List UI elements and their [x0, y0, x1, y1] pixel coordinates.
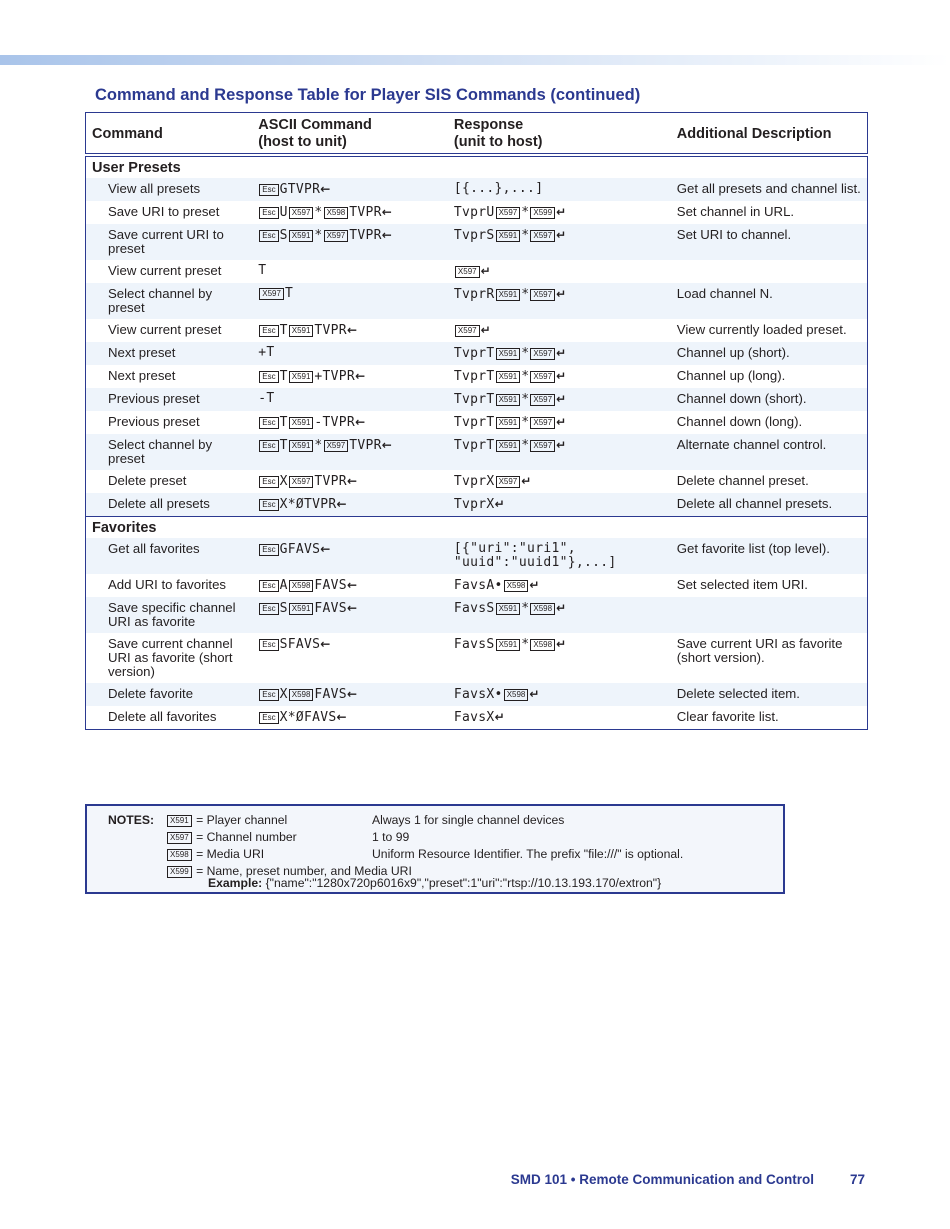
description: Delete all channel presets.	[671, 493, 868, 517]
command-text: +T	[258, 345, 275, 360]
key-symbol: X597	[289, 476, 314, 488]
command-text: TvprT	[453, 369, 495, 384]
response	[448, 178, 671, 201]
esc-key-symbol: Esc	[259, 689, 278, 701]
table-row	[86, 365, 868, 388]
return-arrow-icon: ↵	[556, 346, 567, 360]
response	[448, 283, 671, 319]
description: Load channel N.	[671, 283, 868, 319]
esc-key-symbol: Esc	[259, 371, 278, 383]
command-text: TvprT	[453, 346, 495, 361]
page-number: 77	[849, 1172, 865, 1187]
command-table	[85, 112, 868, 730]
return-arrow-icon: ↵	[494, 710, 505, 724]
command-text: SFAVS	[279, 637, 321, 652]
return-arrow-icon: ↵	[480, 323, 491, 337]
command-name: Next preset	[86, 342, 253, 365]
command-name: Save current URI to preset	[86, 224, 253, 260]
command-text: GTVPR	[279, 182, 321, 197]
table-row	[86, 201, 868, 224]
command-name: View current preset	[108, 263, 222, 278]
command-text: FavsS	[453, 637, 495, 652]
key-symbol: X597	[530, 417, 555, 429]
response	[448, 470, 671, 493]
esc-key-symbol: Esc	[259, 184, 278, 196]
response	[448, 683, 671, 706]
command-text: TVPR	[314, 474, 347, 489]
section-title: Favorites	[86, 517, 868, 539]
key-symbol: X599	[167, 866, 192, 878]
response	[448, 224, 671, 260]
ascii-command	[252, 319, 448, 342]
return-arrow-icon: ↵	[556, 415, 567, 429]
esc-key-symbol: Esc	[259, 544, 278, 556]
command-text: +TVPR	[314, 369, 356, 384]
section-header-row	[86, 155, 868, 178]
ascii-command	[252, 434, 448, 470]
table-row	[86, 388, 868, 411]
command-name: Delete all presets	[86, 493, 253, 517]
key-symbol: X597	[259, 288, 284, 300]
command-name: Next preset	[108, 368, 176, 383]
ascii-command	[252, 388, 448, 411]
key-symbol: X591	[289, 325, 314, 337]
key-symbol: X597	[496, 207, 521, 219]
command-text: FavsX•	[453, 687, 503, 702]
command-text: TvprR	[453, 287, 495, 302]
notes-example	[208, 876, 661, 890]
response	[448, 342, 671, 365]
description: Channel up (long).	[676, 368, 786, 383]
response	[448, 597, 671, 633]
ascii-command	[252, 597, 448, 633]
enter-arrow-icon: ←	[381, 228, 393, 242]
return-arrow-icon: ↵	[556, 601, 567, 615]
key-symbol: X598	[167, 849, 192, 861]
table-header-row	[86, 113, 868, 156]
command-name: Previous preset	[108, 414, 200, 429]
esc-key-symbol: Esc	[259, 580, 278, 592]
response	[448, 388, 671, 411]
header-response: Response (unit to host)	[448, 113, 671, 156]
key-symbol: X598	[289, 580, 314, 592]
command-name: Save specific channel URI as favorite	[86, 597, 253, 633]
table-row	[86, 538, 868, 574]
response	[448, 434, 671, 470]
ascii-command	[252, 633, 448, 683]
table-row	[86, 574, 868, 597]
header-command: Command	[86, 113, 253, 156]
table-row	[86, 224, 868, 260]
table-body	[86, 155, 868, 730]
return-arrow-icon: ↵	[521, 474, 532, 488]
command-text: TvprT	[453, 438, 495, 453]
ascii-command	[252, 538, 448, 574]
description: Channel down (long).	[676, 414, 803, 429]
command-text: T	[279, 369, 288, 384]
command-name: Save URI to preset	[108, 204, 220, 219]
response	[448, 411, 671, 434]
key-symbol: X597	[530, 230, 555, 242]
esc-key-symbol: Esc	[259, 476, 278, 488]
table-row	[86, 178, 868, 201]
command-text: A	[279, 578, 288, 593]
table-row	[86, 597, 868, 633]
section-title: User Presets	[92, 160, 181, 176]
command-name: Delete favorite	[86, 683, 253, 706]
table-row	[86, 319, 868, 342]
key-symbol: X591	[496, 348, 521, 360]
description: Delete selected item.	[671, 683, 868, 706]
command-text: TvprU	[453, 205, 495, 220]
key-symbol: X597	[455, 266, 480, 278]
key-symbol: X591	[289, 230, 314, 242]
return-arrow-icon: ↵	[480, 264, 491, 278]
response	[448, 365, 671, 388]
key-symbol: X597	[530, 394, 555, 406]
enter-arrow-icon: ←	[346, 474, 358, 488]
ascii-command	[252, 706, 448, 730]
ascii-command	[252, 260, 448, 283]
key-symbol: X591	[496, 639, 521, 651]
key-symbol: X591	[496, 371, 521, 383]
key-symbol: X591	[496, 289, 521, 301]
command-text: T	[284, 286, 294, 301]
command-text: FAVS	[314, 687, 347, 702]
table-row	[86, 493, 868, 517]
ascii-command	[252, 224, 448, 260]
command-text: TVPR	[349, 228, 382, 243]
note-definition: 1 to 99	[372, 830, 410, 844]
ascii-command	[252, 178, 448, 201]
description: Delete channel preset.	[676, 473, 809, 488]
note-definition: Uniform Resource Identifier. The prefix "file:///" is optional.	[372, 847, 684, 861]
command-text: -TVPR	[314, 415, 356, 430]
enter-arrow-icon: ←	[346, 323, 358, 337]
command-text: *	[521, 369, 530, 384]
description	[671, 597, 868, 633]
command-text: *	[521, 438, 530, 453]
esc-key-symbol: Esc	[259, 712, 278, 724]
key-symbol: X591	[289, 417, 314, 429]
command-text: X	[279, 687, 288, 702]
key-symbol: X597	[324, 230, 349, 242]
key-symbol: X598	[504, 580, 529, 592]
esc-key-symbol: Esc	[259, 207, 278, 219]
return-arrow-icon: ↵	[556, 637, 567, 651]
key-symbol: X591	[496, 440, 521, 452]
example-label: Example:	[208, 876, 263, 890]
enter-arrow-icon: ←	[336, 497, 347, 511]
footer-text: SMD 101 • Remote Communication and Control	[510, 1172, 814, 1187]
key-symbol: X591	[289, 440, 314, 452]
command-name: Save current channel URI as favorite (short version)	[108, 636, 233, 679]
response	[448, 201, 671, 224]
notes-label: NOTES:	[108, 813, 155, 827]
key-symbol: X597	[530, 348, 555, 360]
esc-key-symbol: Esc	[259, 639, 278, 651]
command-text: *	[314, 205, 323, 220]
return-arrow-icon: ↵	[556, 438, 567, 452]
command-text: TvprX	[453, 497, 495, 512]
enter-arrow-icon: ←	[381, 205, 393, 219]
return-arrow-icon: ↵	[529, 687, 540, 701]
key-symbol: X598	[530, 603, 555, 615]
key-symbol: X591	[496, 417, 521, 429]
ascii-command	[252, 365, 448, 388]
esc-key-symbol: Esc	[259, 325, 278, 337]
command-text: TvprT	[453, 392, 495, 407]
ascii-command	[252, 342, 448, 365]
table-row	[86, 283, 868, 319]
enter-arrow-icon: ←	[381, 438, 393, 452]
command-name: Add URI to favorites	[108, 577, 227, 592]
table-row	[86, 342, 868, 365]
key-symbol: X591	[496, 394, 521, 406]
esc-key-symbol: Esc	[259, 440, 278, 452]
description: Set selected item URI.	[676, 577, 808, 592]
command-text: *	[521, 392, 530, 407]
command-text: FAVS	[314, 601, 347, 616]
command-text: *	[521, 346, 530, 361]
command-text: TvprX	[453, 474, 495, 489]
return-arrow-icon: ↵	[556, 228, 567, 242]
command-text: S	[279, 228, 288, 243]
key-symbol: X597	[530, 440, 555, 452]
command-text: T	[279, 438, 288, 453]
command-text: *	[521, 415, 530, 430]
command-text: -T	[258, 391, 275, 406]
command-text: TVPR	[349, 205, 382, 220]
command-text: T	[279, 415, 288, 430]
command-name: Previous preset	[86, 388, 253, 411]
key-symbol: X597	[324, 440, 349, 452]
enter-arrow-icon: ←	[355, 415, 366, 429]
key-symbol: X591	[289, 603, 314, 615]
command-text: TvprS	[453, 228, 495, 243]
description: Get favorite list (top level).	[671, 538, 868, 574]
command-text: T	[279, 323, 288, 338]
page-title: Command and Response Table for Player SIS Commands (continued)	[95, 86, 641, 104]
key-symbol: X597	[530, 371, 555, 383]
description: Alternate channel control.	[671, 434, 868, 470]
return-arrow-icon: ↵	[556, 392, 567, 406]
enter-arrow-icon: ←	[320, 182, 331, 196]
ascii-command	[252, 470, 448, 493]
header-description: Additional Description	[671, 113, 868, 156]
command-text: TvprT	[453, 415, 495, 430]
enter-arrow-icon: ←	[320, 542, 331, 556]
command-text: X	[279, 474, 288, 489]
response	[448, 538, 671, 574]
response	[448, 493, 671, 517]
key-symbol: X597	[530, 289, 555, 301]
command-text: *	[314, 438, 323, 453]
ascii-command	[252, 201, 448, 224]
command-text: *	[521, 228, 530, 243]
key-symbol: X591	[496, 603, 521, 615]
table-row	[86, 706, 868, 730]
command-text: FAVS	[314, 578, 347, 593]
key-symbol: X598	[530, 639, 555, 651]
esc-key-symbol: Esc	[259, 230, 278, 242]
notes-box	[85, 804, 785, 894]
description: Get all presets and channel list.	[671, 178, 868, 201]
command-text: TVPR	[314, 323, 347, 338]
table-row	[86, 260, 868, 283]
key-symbol: X591	[496, 230, 521, 242]
esc-key-symbol: Esc	[259, 499, 278, 511]
section-header-row	[86, 517, 868, 539]
enter-arrow-icon: ←	[355, 369, 366, 383]
table-row	[86, 470, 868, 493]
command-text: X*ØTVPR	[279, 497, 337, 512]
command-text: *	[314, 228, 323, 243]
header-ascii: ASCII Command (host to unit)	[252, 113, 448, 156]
command-text: [{...},...]	[453, 181, 544, 196]
key-symbol: X597	[455, 325, 480, 337]
description	[671, 260, 868, 283]
response	[448, 319, 671, 342]
ascii-command	[252, 683, 448, 706]
description: Clear favorite list.	[676, 709, 779, 724]
command-text: *	[521, 637, 530, 652]
command-text: X*ØFAVS	[279, 710, 337, 725]
key-symbol: X591	[289, 371, 314, 383]
command-text: U	[279, 205, 288, 220]
note-term: = Channel number	[196, 830, 297, 844]
command-name: View current preset	[108, 322, 222, 337]
key-symbol: X597	[289, 207, 314, 219]
enter-arrow-icon: ←	[320, 637, 331, 651]
command-name: Select channel by preset	[86, 434, 253, 470]
command-text: S	[279, 601, 288, 616]
page-footer	[511, 1172, 865, 1187]
response	[448, 633, 671, 683]
key-symbol: X591	[167, 815, 192, 827]
command-text: *	[521, 287, 530, 302]
note-term: = Player channel	[196, 813, 288, 827]
return-arrow-icon: ↵	[529, 578, 540, 592]
command-text: FavsA•	[453, 578, 503, 593]
command-name: Select channel by preset	[86, 283, 253, 319]
description: View currently loaded preset.	[676, 322, 847, 337]
command-text: TVPR	[349, 438, 382, 453]
key-symbol: X597	[167, 832, 192, 844]
command-name: Get all favorites	[86, 538, 253, 574]
table-row	[86, 683, 868, 706]
return-arrow-icon: ↵	[494, 497, 505, 511]
description: Set channel in URL.	[676, 204, 795, 219]
table-row	[86, 411, 868, 434]
response	[448, 260, 671, 283]
command-name: Delete all favorites	[108, 709, 217, 724]
key-symbol: X597	[496, 476, 521, 488]
enter-arrow-icon: ←	[346, 578, 358, 592]
key-symbol: X598	[324, 207, 349, 219]
key-symbol: X599	[530, 207, 555, 219]
return-arrow-icon: ↵	[556, 287, 567, 301]
ascii-command	[252, 493, 448, 517]
enter-arrow-icon: ←	[346, 601, 358, 615]
command-text: *	[521, 205, 530, 220]
enter-arrow-icon: ←	[336, 710, 347, 724]
command-text: FavsS	[453, 601, 495, 616]
table-row	[86, 434, 868, 470]
note-definition: Always 1 for single channel devices	[372, 813, 565, 827]
return-arrow-icon: ↵	[556, 369, 567, 383]
key-symbol: X598	[289, 689, 314, 701]
command-text: T	[258, 263, 267, 278]
enter-arrow-icon: ←	[346, 687, 358, 701]
key-symbol: X598	[504, 689, 529, 701]
esc-key-symbol: Esc	[259, 417, 278, 429]
note-term: = Media URI	[196, 847, 265, 861]
description: Channel up (short).	[671, 342, 868, 365]
return-arrow-icon: ↵	[556, 205, 567, 219]
header-gradient-bar	[0, 55, 950, 65]
esc-key-symbol: Esc	[259, 603, 278, 615]
example-value: {"name":"1280x720p6016x9","preset":1"uri":"rtsp://10.13.193.170/extron"}	[265, 876, 662, 890]
ascii-command	[252, 283, 448, 319]
command-text: FavsX	[453, 710, 495, 725]
command-text: [{"uri":"uri1", "uuid":"uuid1"},...]	[453, 541, 617, 570]
command-text: GFAVS	[279, 542, 321, 557]
description: Set URI to channel.	[671, 224, 868, 260]
command-text: *	[521, 601, 530, 616]
description: Channel down (short).	[671, 388, 868, 411]
ascii-command	[252, 411, 448, 434]
ascii-command	[252, 574, 448, 597]
description: Save current URI as favorite (short version).	[676, 636, 843, 665]
note-term: = Name, preset number, and Media URI	[196, 864, 412, 878]
response	[448, 574, 671, 597]
table-row	[86, 633, 868, 683]
response	[448, 706, 671, 730]
command-name: View all presets	[86, 178, 253, 201]
command-name: Delete preset	[108, 473, 187, 488]
